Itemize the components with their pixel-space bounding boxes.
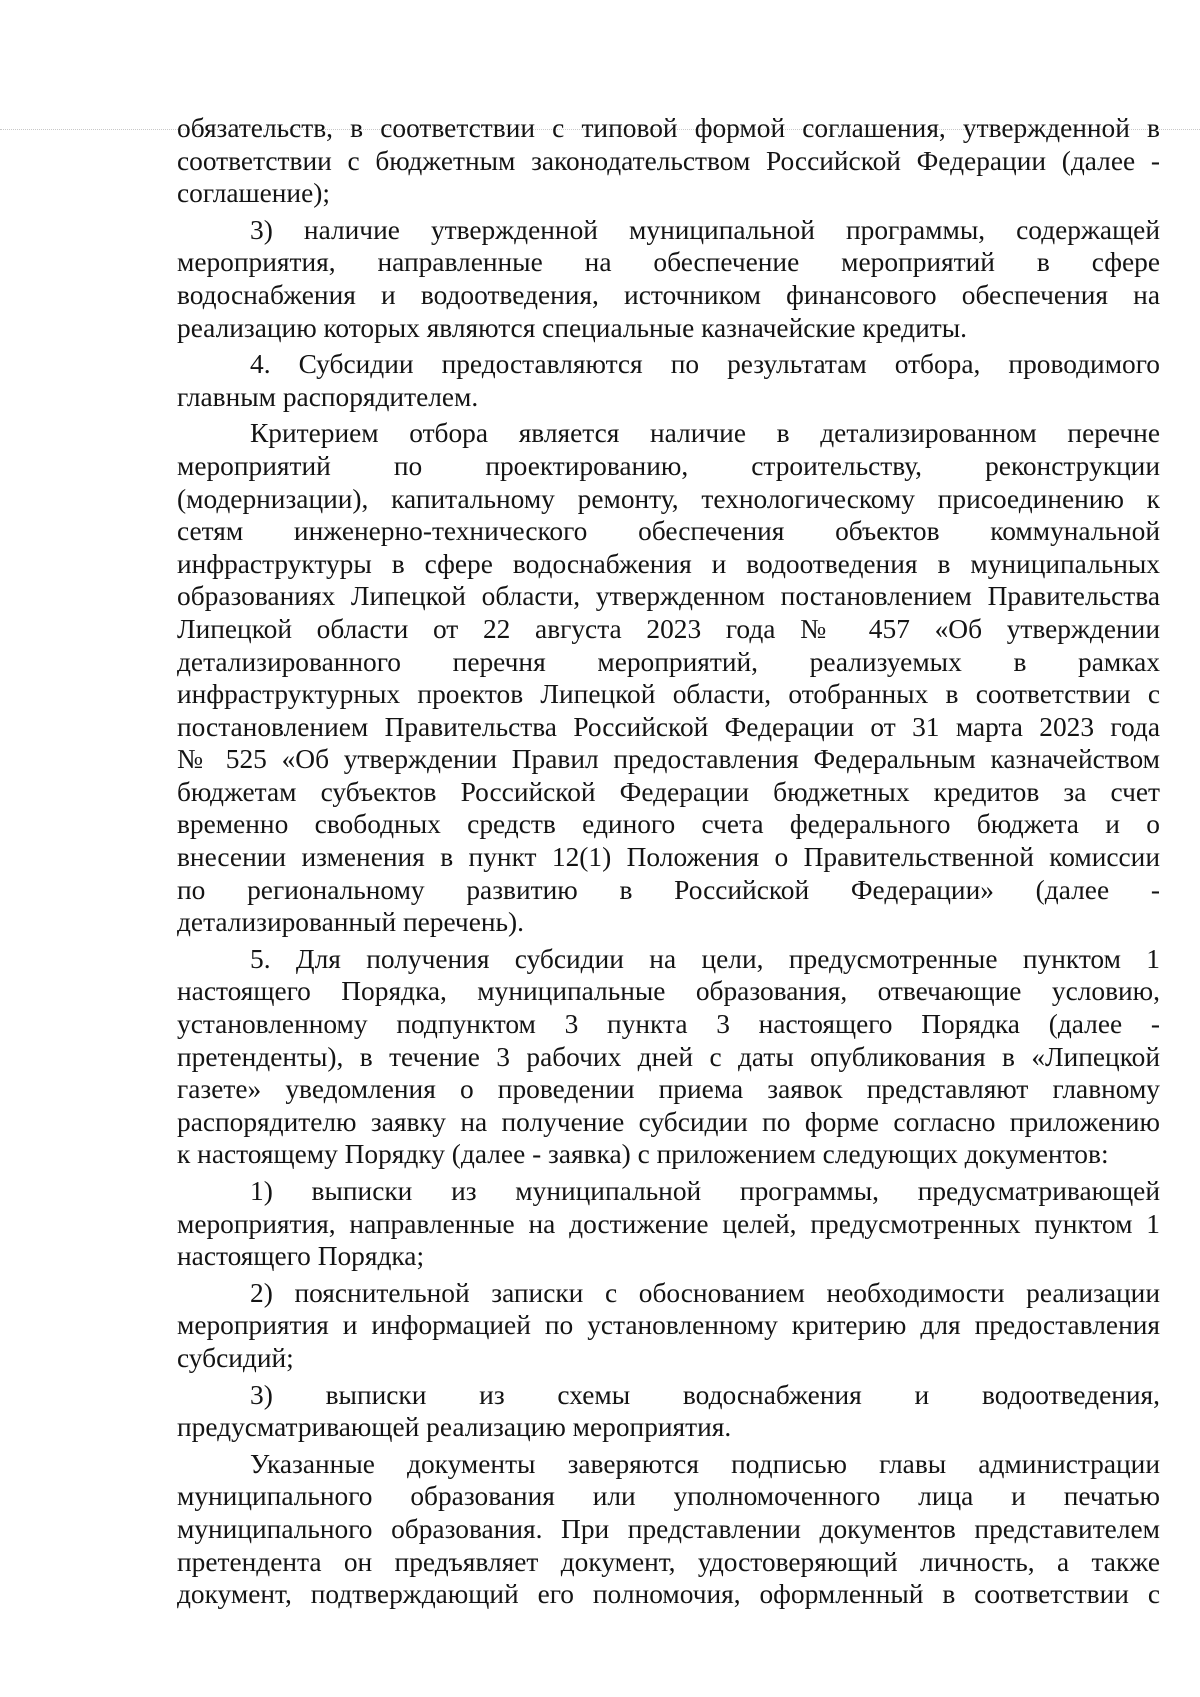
text-line: 3) выписки из схемы водоснабжения и водоотведения, — [250, 1379, 1160, 1410]
text-line: Липецкой области от 22 августа 2023 года № 457 «Об утверждении — [177, 613, 1160, 644]
text-line: обязательств, в соответствии с типовой формой соглашения, утвержденной в — [177, 113, 1160, 143]
text-line: предусматривающей реализацию мероприятия. — [177, 1412, 732, 1443]
text-line: постановлением Правительства Российской Федерации от 31 марта 2023 года — [177, 711, 1160, 742]
text-line: субсидий; — [177, 1342, 294, 1373]
text-line: соответствии с бюджетным законодательством Российской Федерации (далее - — [177, 145, 1160, 176]
text-line: реализацию которых являются специальные казначейские кредиты. — [177, 312, 967, 343]
text-line: Указанные документы заверяются подписью главы администрации — [250, 1448, 1160, 1479]
text-line: бюджетам субъектов Российской Федерации бюджетных кредитов за счет — [177, 776, 1160, 807]
text-line: мероприятий по проектированию, строительству, реконструкции — [177, 450, 1160, 481]
text-line: 3) наличие утвержденной муниципальной программы, содержащей — [250, 214, 1160, 245]
text-line: 1) выписки из муниципальной программы, предусматривающей — [250, 1176, 1160, 1206]
text-line: муниципального образования или уполномоченного лица и печатью — [177, 1481, 1160, 1512]
text-line: муниципального образования. При представлении документов представителем — [177, 1513, 1160, 1544]
text-line: распорядителю заявку на получение субсидии по форме согласно приложению — [177, 1106, 1160, 1137]
text-line: Критерием отбора является наличие в детализированном перечне — [250, 418, 1160, 449]
text-line: (модернизации), капитальному ремонту, технологическому присоединению к — [177, 483, 1160, 514]
text-line: мероприятия и информацией по установленному критерию для предоставления — [177, 1310, 1160, 1341]
text-line: настоящего Порядка; — [177, 1241, 425, 1272]
text-line: соглашение); — [177, 178, 330, 209]
text-line: настоящего Порядка, муниципальные образования, отвечающие условию, — [177, 976, 1160, 1007]
text-line: газете» уведомления о проведении приема заявок представляют главному — [177, 1074, 1160, 1105]
text-line: 5. Для получения субсидии на цели, предусмотренные пунктом 1 — [250, 943, 1160, 974]
text-line: внесении изменения в пункт 12(1) Положения о Правительственной комиссии — [177, 842, 1160, 873]
text-line: водоснабжения и водоотведения, источником финансового обеспечения на — [177, 279, 1160, 310]
text-line: детализированный перечень). — [177, 907, 524, 938]
text-line: претенденты), в течение 3 рабочих дней с даты опубликования в «Липецкой — [177, 1041, 1160, 1072]
text-line: мероприятия, направленные на достижение целей, предусмотренных пунктом 1 — [177, 1208, 1160, 1239]
text-line: главным распорядителем. — [177, 381, 479, 412]
text-line: № 525 «Об утверждении Правил предоставления Федеральным казначейством — [177, 744, 1160, 775]
text-line: образованиях Липецкой области, утвержденном постановлением Правительства — [177, 581, 1160, 612]
text-line: сетям инженерно-технического обеспечения объектов коммунальной — [177, 516, 1160, 547]
text-line: детализированного перечня мероприятий, реализуемых в рамках — [177, 646, 1160, 677]
text-line: к настоящему Порядку (далее - заявка) с приложением следующих документов: — [177, 1139, 1109, 1170]
text-line: установленному подпунктом 3 пункта 3 настоящего Порядка (далее - — [177, 1009, 1160, 1040]
text-line: 4. Субсидии предоставляются по результатам отбора, проводимого — [250, 349, 1160, 380]
text-line: претендента он предъявляет документ, удостоверяющий личность, а также — [177, 1546, 1160, 1577]
text-line: мероприятия, направленные на обеспечение мероприятий в сфере — [177, 247, 1160, 278]
text-line: документ, подтверждающий его полномочия, оформленный в соответствии с — [177, 1579, 1160, 1610]
text-line: временно свободных средств единого счета федерального бюджета и о — [177, 809, 1160, 840]
text-line: инфраструктурных проектов Липецкой области, отобранных в соответствии с — [177, 679, 1160, 710]
text-line: инфраструктуры в сфере водоснабжения и водоотведения в муниципальных — [177, 548, 1160, 579]
document-body — [177, 112, 1160, 1611]
text-line: 2) пояснительной записки с обоснованием необходимости реализации — [250, 1277, 1160, 1308]
text-line: по региональному развитию в Российской Федерации» (далее - — [177, 874, 1160, 905]
